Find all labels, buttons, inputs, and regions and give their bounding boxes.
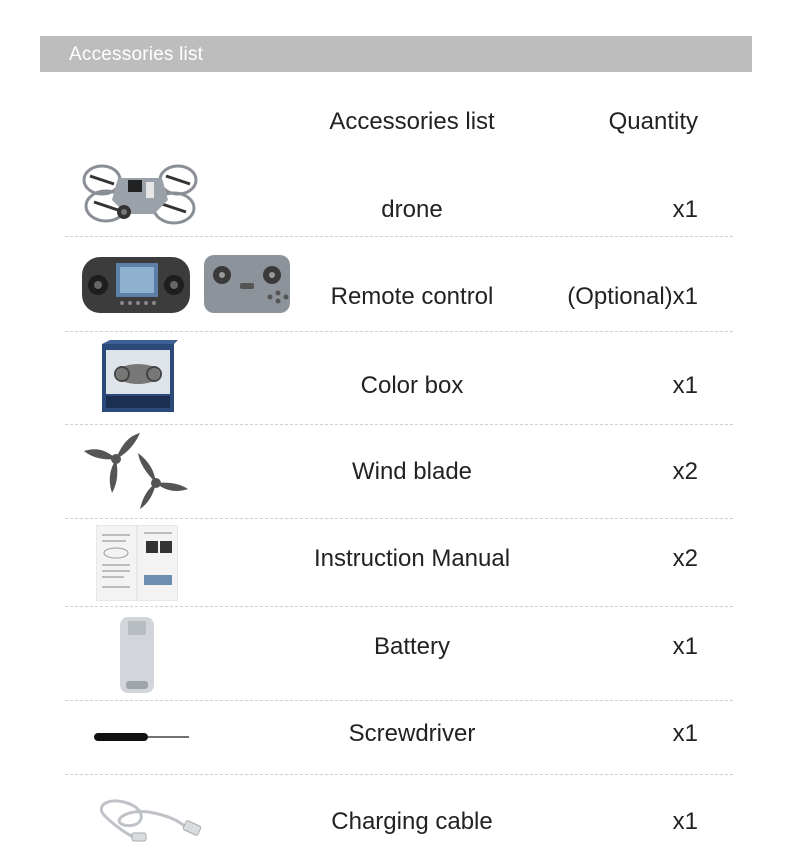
usb-cable-icon bbox=[88, 795, 206, 851]
item-name-charging-cable: Charging cable bbox=[331, 808, 493, 835]
list-item bbox=[0, 607, 790, 700]
item-quantity-charging-cable: x1 bbox=[672, 808, 698, 835]
item-quantity-color-box: x1 bbox=[672, 372, 698, 399]
color-box-icon bbox=[100, 340, 178, 416]
item-quantity-screwdriver: x1 bbox=[672, 720, 698, 747]
item-quantity-wind-blade: x2 bbox=[672, 458, 698, 485]
item-name-screwdriver: Screwdriver bbox=[348, 720, 476, 747]
battery-icon bbox=[116, 615, 158, 695]
section-title: Accessories list bbox=[69, 44, 204, 65]
manual-icon bbox=[96, 525, 178, 601]
list-item bbox=[0, 519, 790, 606]
column-header-quantity: Quantity bbox=[608, 108, 698, 135]
list-item bbox=[0, 425, 790, 518]
screwdriver-icon bbox=[94, 729, 190, 745]
drone-icon bbox=[78, 156, 202, 228]
item-quantity-remote-control: (Optional)x1 bbox=[567, 283, 698, 310]
section-title-bar bbox=[40, 36, 752, 72]
item-quantity-drone: x1 bbox=[672, 196, 698, 223]
list-item bbox=[0, 775, 790, 866]
item-name-wind-blade: Wind blade bbox=[351, 458, 473, 485]
item-name-color-box: Color box bbox=[360, 372, 464, 399]
item-name-remote-control: Remote control bbox=[330, 283, 494, 310]
propeller-icon bbox=[82, 431, 192, 511]
item-name-instruction-manual: Instruction Manual bbox=[313, 545, 511, 572]
item-name-battery: Battery bbox=[373, 633, 451, 660]
item-name-drone: drone bbox=[381, 196, 443, 223]
item-quantity-instruction-manual: x2 bbox=[672, 545, 698, 572]
item-quantity-battery: x1 bbox=[672, 633, 698, 660]
list-item bbox=[0, 237, 790, 331]
column-header-name: Accessories list bbox=[329, 108, 495, 135]
list-item bbox=[0, 150, 790, 236]
remote-control-icon bbox=[82, 253, 292, 315]
list-item bbox=[0, 701, 790, 774]
list-item bbox=[0, 332, 790, 424]
